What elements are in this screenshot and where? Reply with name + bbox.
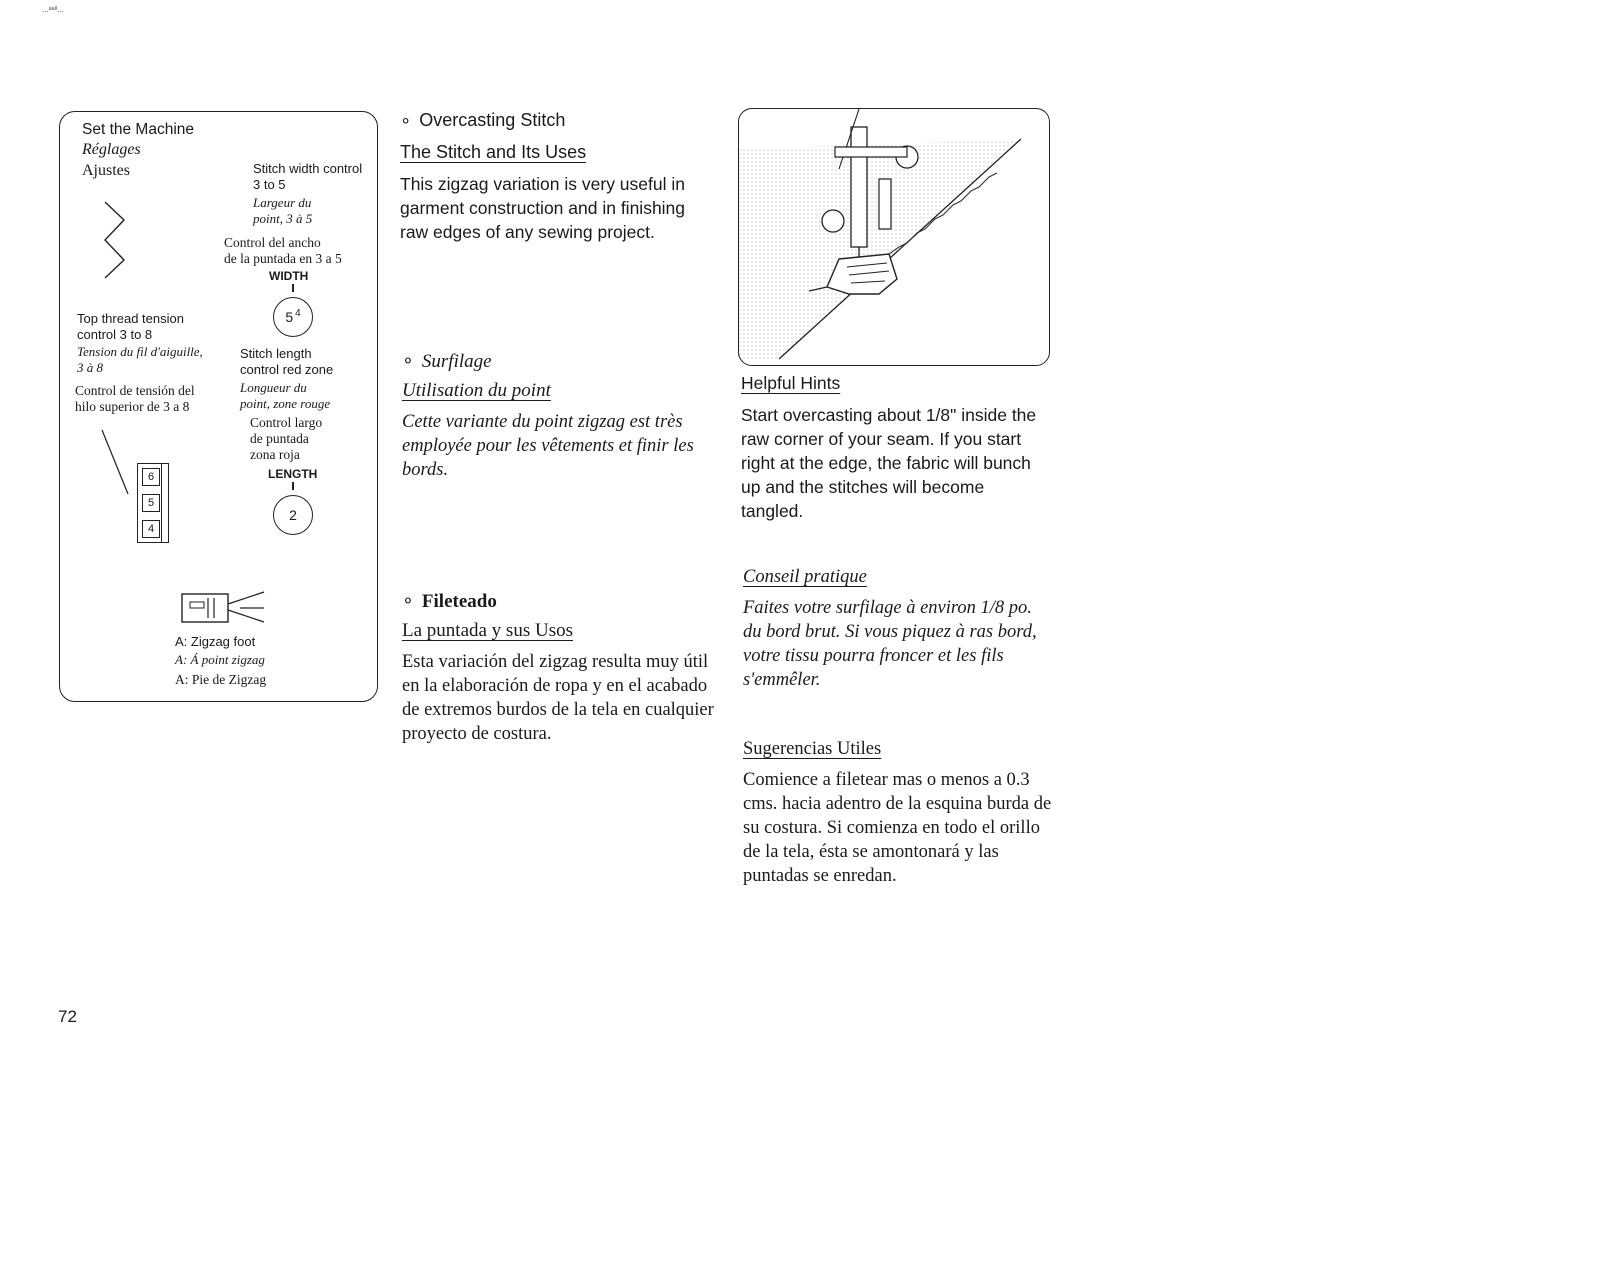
settings-title-fr: Réglages: [82, 141, 141, 158]
tension-label-fr: Tension du fil d'aiguille, 3 à 8: [77, 344, 203, 375]
tension-label-en: Top thread tension control 3 to 8: [77, 311, 184, 342]
length-dial: [273, 495, 313, 535]
width-dial: [273, 297, 313, 337]
english-heading: [400, 110, 565, 131]
width-dial-pointer: [292, 284, 294, 292]
tension-label-es: Control de tensión del hilo superior de 3 a 8: [75, 383, 195, 414]
tension-leader-line: [100, 428, 130, 508]
width-dial-value-2: 4: [295, 307, 301, 319]
bullet-icon: ∘: [400, 110, 412, 130]
length-label-es: Control largo de puntada zona roja: [250, 415, 323, 462]
tension-dial-4: 4: [142, 520, 160, 538]
width-label-fr: Largeur du point, 3 à 5: [253, 195, 313, 226]
hints-es-heading: Sugerencias Utiles: [743, 739, 882, 759]
spanish-subheading: La puntada y sus Usos: [402, 620, 573, 641]
width-label-es-2: de la puntada en 3 a 5: [224, 251, 342, 266]
foot-label-en: A: Zigzag foot: [175, 634, 256, 649]
length-dial-value: 2: [289, 507, 297, 523]
hints-es-body: Comience a filetear mas o menos a 0.3 cms. hacia adentro de la esquina burda de su costura. Si comienza en todo el orillo de la tela, ésta se amontonará y las puntadas se enredan.: [743, 770, 1052, 886]
bullet-icon: ∘: [402, 591, 414, 612]
spanish-heading-text: Fileteado: [421, 591, 497, 612]
french-subheading: Utilisation du point: [402, 380, 551, 401]
zigzag-foot-icon: [180, 590, 266, 626]
header-mark: ...ᵃᵃˡˡ...: [42, 5, 64, 14]
foot-label-fr: A: Á point zigzag: [175, 652, 265, 667]
tension-dial-5: 5: [142, 494, 160, 512]
spanish-body: Esta variación del zigzag resulta muy útil en la elaboración de ropa y en el acabado de extremos burdos de la tela en cualquier proyecto de costura.: [402, 652, 714, 744]
bullet-icon: ∘: [402, 351, 414, 372]
hints-fr-heading: Conseil pratique: [743, 567, 867, 587]
width-label-es-1: Control del ancho: [224, 235, 321, 250]
french-body: Cette variante du point zigzag est très employée pour les vêtements et finir les bords.: [402, 412, 694, 480]
english-body: This zigzag variation is very useful in garment construction and in finishing raw edges of any sewing project.: [400, 174, 686, 242]
zigzag-stitch-icon: [100, 200, 130, 280]
settings-title: Set the Machine: [82, 121, 195, 138]
width-label-en: Stitch width control 3 to 5: [253, 161, 363, 192]
french-heading: [402, 350, 492, 373]
foot-label-es: A: Pie de Zigzag: [175, 672, 267, 687]
spanish-heading: [402, 590, 497, 613]
english-subheading: The Stitch and Its Uses: [400, 142, 587, 162]
width-caption: WIDTH: [269, 269, 309, 283]
length-label-fr: Longueur du point, zone rouge: [240, 380, 331, 411]
length-caption: LENGTH: [268, 467, 318, 481]
tension-dial-6: 6: [142, 468, 160, 486]
hints-fr-body: Faites votre surfilage à environ 1/8 po. du bord brut. Si vous piquez à ras bord, votre tissu pourra froncer et les fils s'emmêler.: [743, 598, 1037, 690]
tension-dial: [137, 463, 169, 543]
presser-foot-illustration: [738, 108, 1050, 366]
length-label-en: Stitch length control red zone: [240, 346, 334, 377]
length-dial-pointer: [292, 482, 294, 490]
width-dial-value: 5: [285, 309, 294, 325]
page-number: 72: [58, 1007, 77, 1026]
french-heading-text: Surfilage: [421, 351, 492, 372]
settings-title-es: Ajustes: [82, 162, 130, 179]
hints-en-heading: Helpful Hints: [741, 373, 841, 393]
english-heading-text: Overcasting Stitch: [419, 110, 566, 130]
hints-en-body: Start overcasting about 1/8" inside the raw corner of your seam. If you start right at the edge, the fabric will bunch up and the stitches will become tangled.: [741, 405, 1037, 521]
